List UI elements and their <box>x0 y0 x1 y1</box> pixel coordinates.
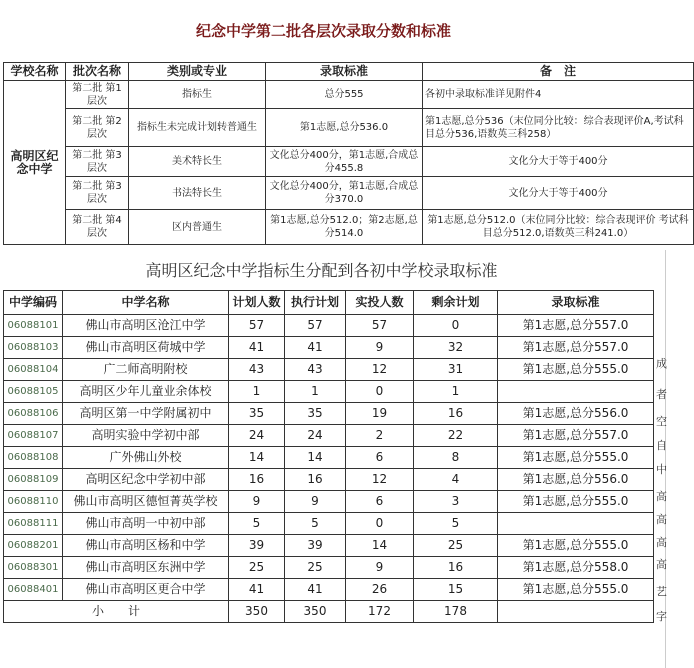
table-row <box>4 147 694 177</box>
category-cell: 指标生未完成计划转普通生 <box>129 109 266 147</box>
school-code: 06088108 <box>4 447 63 469</box>
exec-plan: 41 <box>285 579 346 601</box>
clipped-char: 字 <box>656 610 667 623</box>
category-cell: 美术特长生 <box>129 147 266 177</box>
table-row <box>4 210 694 245</box>
table-header-row <box>4 63 694 81</box>
note-cell: 第1志愿,总分512.0（末位同分比较：综合表现评价 考试科目总分512.0,语数英三科241.0） <box>423 210 694 245</box>
school-name: 广外佛山外校 <box>63 447 229 469</box>
admission-standard: 第1志愿,总分557.0 <box>498 337 654 359</box>
table-header-row <box>4 291 654 315</box>
batch-standards-table <box>3 62 694 245</box>
subtotal-standard <box>498 601 654 623</box>
actual-count: 12 <box>346 359 414 381</box>
note-cell: 第1志愿,总分536（末位同分比较：综合表现评价A,考试科目总分536,语数英三科258） <box>423 109 694 147</box>
header-cell: 备 注 <box>423 63 694 81</box>
subtotal-plan: 350 <box>229 601 285 623</box>
header-cell: 学校名称 <box>4 63 66 81</box>
school-code: 06088109 <box>4 469 63 491</box>
clipped-char: 成 <box>656 357 667 370</box>
school-name: 佛山市高明区杨和中学 <box>63 535 229 557</box>
remaining-plan: 5 <box>414 513 498 535</box>
standard-cell: 文化总分400分，第1志愿,合成总分370.0 <box>266 177 423 210</box>
header-cell: 剩余计划 <box>414 291 498 315</box>
plan-count: 16 <box>229 469 285 491</box>
school-code: 06088111 <box>4 513 63 535</box>
school-code: 06088110 <box>4 491 63 513</box>
school-code: 06088107 <box>4 425 63 447</box>
remaining-plan: 1 <box>414 381 498 403</box>
admission-standard: 第1志愿,总分555.0 <box>498 359 654 381</box>
table-row <box>4 425 654 447</box>
batch-cell: 第二批 第3层次 <box>66 177 129 210</box>
admission-standard: 第1志愿,总分555.0 <box>498 491 654 513</box>
admission-standard <box>498 381 654 403</box>
header-cell: 实投人数 <box>346 291 414 315</box>
note-cell: 文化分大于等于400分 <box>423 177 694 210</box>
batch-cell: 第二批 第3层次 <box>66 147 129 177</box>
school-code: 06088106 <box>4 403 63 425</box>
remaining-plan: 16 <box>414 557 498 579</box>
header-cell: 计划人数 <box>229 291 285 315</box>
subtotal-exec: 350 <box>285 601 346 623</box>
school-name: 高明区少年儿童业余体校 <box>63 381 229 403</box>
exec-plan: 35 <box>285 403 346 425</box>
plan-count: 41 <box>229 337 285 359</box>
plan-count: 41 <box>229 579 285 601</box>
admission-standard <box>498 513 654 535</box>
standard-cell: 第1志愿,总分512.0；第2志愿,总分514.0 <box>266 210 423 245</box>
exec-plan: 57 <box>285 315 346 337</box>
plan-count: 9 <box>229 491 285 513</box>
school-name: 佛山市高明区荷城中学 <box>63 337 229 359</box>
remaining-plan: 32 <box>414 337 498 359</box>
clipped-char: 高 <box>656 536 667 549</box>
school-code: 06088301 <box>4 557 63 579</box>
actual-count: 2 <box>346 425 414 447</box>
table-row <box>4 557 654 579</box>
exec-plan: 25 <box>285 557 346 579</box>
plan-count: 1 <box>229 381 285 403</box>
clipped-char: 高 <box>656 513 667 526</box>
school-name: 佛山市高明区德恒菁英学校 <box>63 491 229 513</box>
exec-plan: 39 <box>285 535 346 557</box>
table-row <box>4 447 654 469</box>
clipped-char: 自 <box>656 439 667 452</box>
admission-standard: 第1志愿,总分555.0 <box>498 535 654 557</box>
note-cell: 各初中录取标准详见附件4 <box>423 81 694 109</box>
clipped-char: 空 <box>656 415 667 428</box>
clipped-char: 艺 <box>656 585 667 598</box>
remaining-plan: 16 <box>414 403 498 425</box>
plan-count: 39 <box>229 535 285 557</box>
remaining-plan: 15 <box>414 579 498 601</box>
actual-count: 57 <box>346 315 414 337</box>
header-cell: 中学名称 <box>63 291 229 315</box>
page-title: 纪念中学第二批各层次录取分数和标准 <box>195 22 451 40</box>
plan-count: 43 <box>229 359 285 381</box>
admission-standard: 第1志愿,总分555.0 <box>498 447 654 469</box>
actual-count: 9 <box>346 337 414 359</box>
header-cell: 中学编码 <box>4 291 63 315</box>
actual-count: 14 <box>346 535 414 557</box>
school-code: 06088201 <box>4 535 63 557</box>
clipped-char: 中 <box>656 463 667 476</box>
subtotal-remain: 178 <box>414 601 498 623</box>
note-cell: 文化分大于等于400分 <box>423 147 694 177</box>
exec-plan: 16 <box>285 469 346 491</box>
remaining-plan: 8 <box>414 447 498 469</box>
exec-plan: 14 <box>285 447 346 469</box>
header-cell: 类别或专业 <box>129 63 266 81</box>
actual-count: 26 <box>346 579 414 601</box>
clipped-char: 者 <box>656 388 667 401</box>
clipped-char: 高 <box>656 558 667 571</box>
school-name: 广二师高明附校 <box>63 359 229 381</box>
header-cell: 批次名称 <box>66 63 129 81</box>
standard-cell: 文化总分400分，第1志愿,合成总分455.8 <box>266 147 423 177</box>
school-code: 06088101 <box>4 315 63 337</box>
subtotal-label: 小 计 <box>4 601 229 623</box>
table-row <box>4 403 654 425</box>
school-name: 佛山市高明区沧江中学 <box>63 315 229 337</box>
exec-plan: 9 <box>285 491 346 513</box>
table-row <box>4 491 654 513</box>
clipped-char: 高 <box>656 490 667 503</box>
exec-plan: 41 <box>285 337 346 359</box>
admission-standard: 第1志愿,总分556.0 <box>498 403 654 425</box>
table-row <box>4 359 654 381</box>
admission-standard: 第1志愿,总分556.0 <box>498 469 654 491</box>
standard-cell: 第1志愿,总分536.0 <box>266 109 423 147</box>
actual-count: 0 <box>346 381 414 403</box>
exec-plan: 1 <box>285 381 346 403</box>
school-code: 06088401 <box>4 579 63 601</box>
header-cell: 执行计划 <box>285 291 346 315</box>
actual-count: 6 <box>346 491 414 513</box>
remaining-plan: 0 <box>414 315 498 337</box>
scrollbar-edge <box>665 250 666 668</box>
admission-standard: 第1志愿,总分558.0 <box>498 557 654 579</box>
school-name: 高明区纪念中学初中部 <box>63 469 229 491</box>
remaining-plan: 3 <box>414 491 498 513</box>
category-cell: 书法特长生 <box>129 177 266 210</box>
school-name: 高明区纪念中学 <box>4 81 66 245</box>
table-row <box>4 81 694 109</box>
header-cell: 录取标准 <box>266 63 423 81</box>
subtotal-actual: 172 <box>346 601 414 623</box>
table-row <box>4 469 654 491</box>
table-row <box>4 109 694 147</box>
plan-count: 35 <box>229 403 285 425</box>
exec-plan: 24 <box>285 425 346 447</box>
quota-table <box>3 290 654 623</box>
remaining-plan: 31 <box>414 359 498 381</box>
school-name: 高明实验中学初中部 <box>63 425 229 447</box>
section-title: 高明区纪念中学指标生分配到各初中学校录取标准 <box>145 261 498 280</box>
category-cell: 区内普通生 <box>129 210 266 245</box>
category-cell: 指标生 <box>129 81 266 109</box>
standard-cell: 总分555 <box>266 81 423 109</box>
school-code: 06088105 <box>4 381 63 403</box>
actual-count: 6 <box>346 447 414 469</box>
admission-standard: 第1志愿,总分557.0 <box>498 315 654 337</box>
admission-standard: 第1志愿,总分557.0 <box>498 425 654 447</box>
actual-count: 9 <box>346 557 414 579</box>
actual-count: 0 <box>346 513 414 535</box>
header-cell: 录取标准 <box>498 291 654 315</box>
exec-plan: 5 <box>285 513 346 535</box>
admission-standard: 第1志愿,总分555.0 <box>498 579 654 601</box>
batch-cell: 第二批 第4层次 <box>66 210 129 245</box>
table-row <box>4 513 654 535</box>
remaining-plan: 22 <box>414 425 498 447</box>
plan-count: 57 <box>229 315 285 337</box>
table-row <box>4 579 654 601</box>
table-row <box>4 337 654 359</box>
table-row <box>4 315 654 337</box>
actual-count: 12 <box>346 469 414 491</box>
table-row <box>4 177 694 210</box>
table-row <box>4 381 654 403</box>
school-name: 佛山市高明区东洲中学 <box>63 557 229 579</box>
school-code: 06088103 <box>4 337 63 359</box>
remaining-plan: 4 <box>414 469 498 491</box>
school-code: 06088104 <box>4 359 63 381</box>
exec-plan: 43 <box>285 359 346 381</box>
remaining-plan: 25 <box>414 535 498 557</box>
plan-count: 14 <box>229 447 285 469</box>
actual-count: 19 <box>346 403 414 425</box>
school-name: 高明区第一中学附属初中 <box>63 403 229 425</box>
plan-count: 24 <box>229 425 285 447</box>
plan-count: 5 <box>229 513 285 535</box>
school-name: 佛山市高明一中初中部 <box>63 513 229 535</box>
table-row <box>4 535 654 557</box>
subtotal-row <box>4 601 654 623</box>
batch-cell: 第二批 第1层次 <box>66 81 129 109</box>
plan-count: 25 <box>229 557 285 579</box>
batch-cell: 第二批 第2层次 <box>66 109 129 147</box>
school-name: 佛山市高明区更合中学 <box>63 579 229 601</box>
